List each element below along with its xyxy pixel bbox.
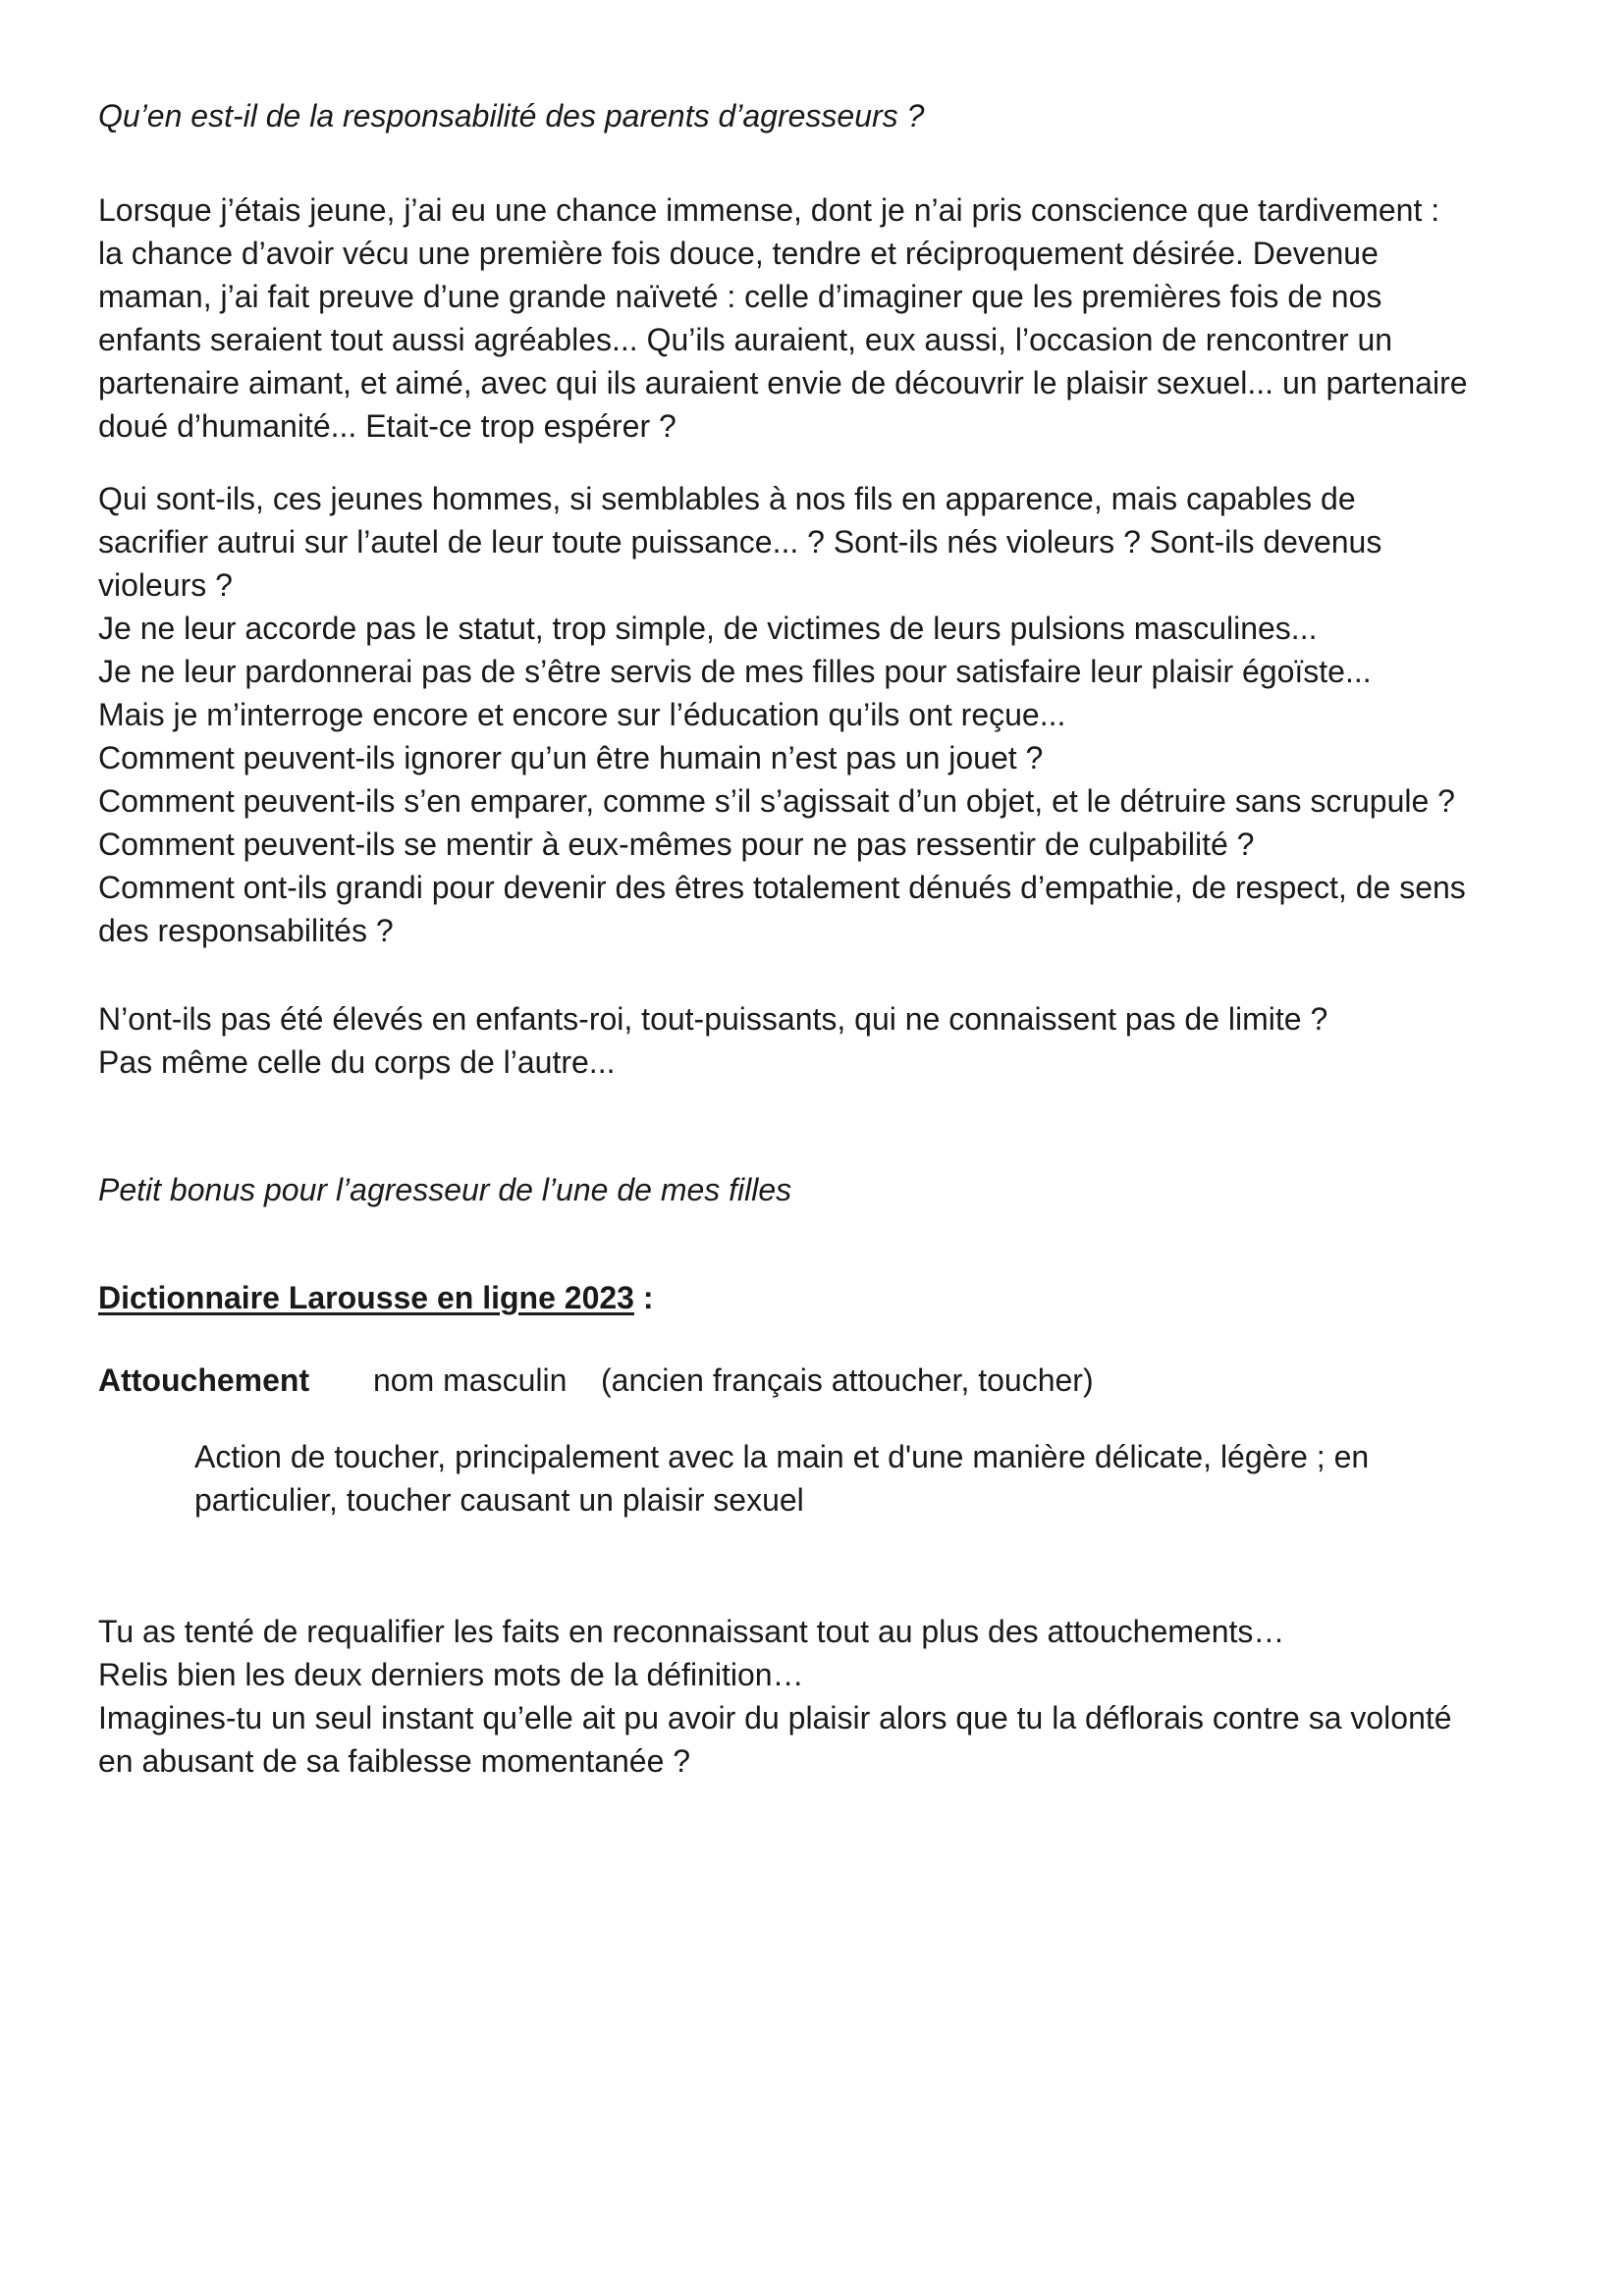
- paragraph-line: Mais je m’interroge encore et encore sur l’éducation qu’ils ont reçue...: [98, 697, 1066, 732]
- paragraph-line: Lorsque j’étais jeune, j’ai eu une chance immense, dont je n’ai pris conscience que tardivement :: [98, 192, 1440, 228]
- paragraph-2: [98, 477, 1551, 952]
- paragraph-3: [98, 997, 1551, 1084]
- intro-question: [98, 94, 1551, 137]
- paragraph-line: des responsabilités ?: [98, 913, 394, 948]
- paragraph-line: Je ne leur pardonnerai pas de s’être servis de mes filles pour satisfaire leur plaisir égoïste...: [98, 654, 1372, 689]
- paragraph-line: Je ne leur accorde pas le statut, trop simple, de victimes de leurs pulsions masculines...: [98, 611, 1318, 646]
- paragraph-line: Comment peuvent-ils s’en emparer, comme s’il s’agissait d’un objet, et le détruire sans scrupule ?: [98, 783, 1455, 819]
- paragraph-line: en abusant de sa faiblesse momentanée ?: [98, 1743, 691, 1779]
- paragraph-line: la chance d’avoir vécu une première fois douce, tendre et réciproquement désirée. Devenue: [98, 236, 1379, 271]
- closing-paragraph: [98, 1610, 1551, 1783]
- entry-part-of-speech: nom masculin: [373, 1362, 568, 1398]
- paragraph-line: doué d’humanité... Etait-ce trop espérer ?: [98, 408, 677, 444]
- paragraph-line: Relis bien les deux derniers mots de la définition…: [98, 1657, 804, 1692]
- entry-etymology: (ancien français attoucher, toucher): [601, 1362, 1094, 1398]
- paragraph-line: Comment ont-ils grandi pour devenir des êtres totalement dénués d’empathie, de respect, de sens: [98, 870, 1466, 905]
- dictionary-heading: [98, 1276, 1551, 1319]
- paragraph-line: Tu as tenté de requalifier les faits en reconnaissant tout au plus des attouchements…: [98, 1614, 1285, 1649]
- paragraph-line: maman, j’ai fait preuve d’une grande naïveté : celle d’imaginer que les premières fois de nos: [98, 279, 1382, 314]
- definition-line: Action de toucher, principalement avec la main et d'une manière délicate, légère ; en: [194, 1439, 1370, 1474]
- paragraph-line: enfants seraient tout aussi agréables... Qu’ils auraient, eux aussi, l’occasion de rencontrer un: [98, 322, 1393, 357]
- dictionary-entry-header: [98, 1359, 1094, 1402]
- paragraph-line: Comment peuvent-ils ignorer qu’un être humain n’est pas un jouet ?: [98, 740, 1044, 775]
- paragraph-line: Comment peuvent-ils se mentir à eux-mêmes pour ne pas ressentir de culpabilité ?: [98, 827, 1255, 862]
- dictionary-heading-colon: :: [633, 1280, 654, 1315]
- entry-term: Attouchement: [98, 1362, 310, 1398]
- dictionary-heading-text: Dictionnaire Larousse en ligne 2023: [98, 1280, 634, 1315]
- paragraph-line: violeurs ?: [98, 567, 233, 603]
- paragraph-line: sacrifier autrui sur l’autel de leur toute puissance... ? Sont-ils nés violeurs ? Sont-ils devenus: [98, 524, 1382, 560]
- paragraph-line: partenaire aimant, et aimé, avec qui ils auraient envie de découvrir le plaisir sexuel... un partenaire: [98, 365, 1468, 400]
- paragraph-line: N’ont-ils pas été élevés en enfants-roi, tout-puissants, qui ne connaissent pas de limite ?: [98, 1001, 1328, 1037]
- definition-line: particulier, toucher causant un plaisir sexuel: [194, 1482, 804, 1518]
- paragraph-line: Imagines-tu un seul instant qu’elle ait pu avoir du plaisir alors que tu la déflorais contre sa volonté: [98, 1700, 1452, 1735]
- entry-definition: [194, 1435, 1369, 1522]
- paragraph-1: [98, 188, 1551, 448]
- bonus-title: [98, 1168, 1551, 1211]
- paragraph-line: Pas même celle du corps de l’autre...: [98, 1044, 616, 1080]
- paragraph-line: Qui sont-ils, ces jeunes hommes, si semblables à nos fils en apparence, mais capables de: [98, 481, 1356, 516]
- intro-question-text: Qu’en est-il de la responsabilité des parents d’agresseurs ?: [98, 98, 925, 133]
- bonus-title-text: Petit bonus pour l’agresseur de l’une de mes filles: [98, 1172, 792, 1207]
